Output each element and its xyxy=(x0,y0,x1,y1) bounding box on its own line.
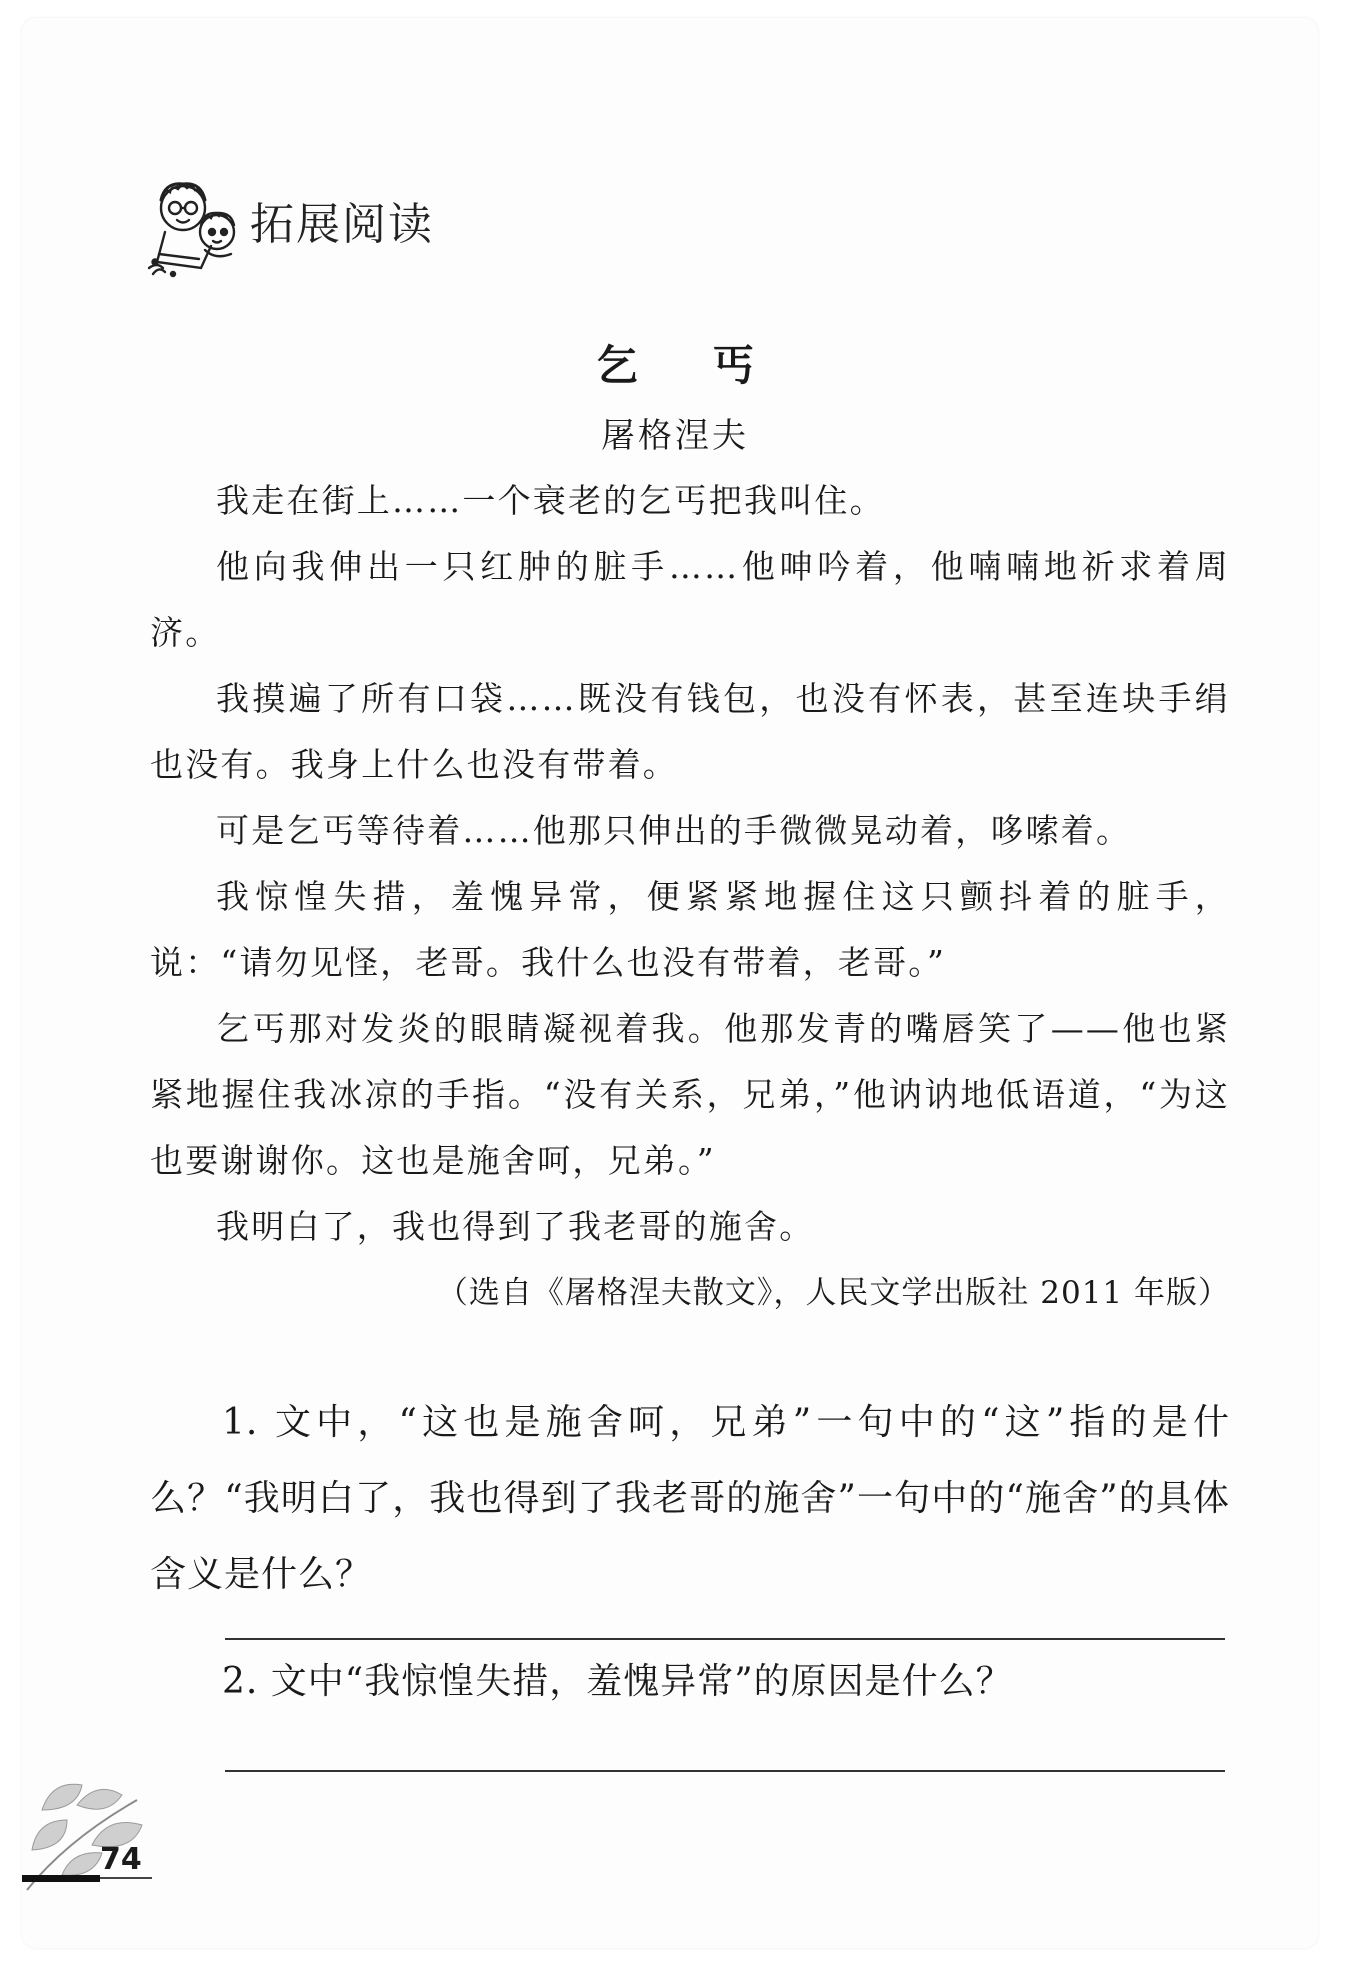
paragraph: 可是乞丐等待着……他那只伸出的手微微晃动着，哆嗦着。 xyxy=(216,811,1132,850)
section-title: 拓展阅读 xyxy=(250,199,434,250)
article-body xyxy=(150,468,1230,1326)
paragraph: 我摸遍了所有口袋……既没有钱包，也没有怀表，甚至连块手绢也没有。我身上什么也没有带着。 xyxy=(150,679,1230,784)
question-list xyxy=(150,1385,1230,1613)
article-source: （选自《屠格涅夫散文》，人民文学出版社 2011 年版） xyxy=(436,1275,1230,1311)
paragraph: 我走在街上……一个衰老的乞丐把我叫住。 xyxy=(216,481,885,520)
question-1: 1. 文中，“这也是施舍呵，兄弟”一句中的“这”指的是什么？“我明白了，我也得到了我老哥的施舍”一句中的“施舍”的具体含义是什么？ xyxy=(150,1402,1230,1595)
answer-line-1[interactable] xyxy=(225,1638,1225,1640)
question-2: 2. 文中“我惊惶失措，羞愧异常”的原因是什么？ xyxy=(222,1661,1013,1702)
paragraph: 他向我伸出一只红肿的脏手……他呻吟着，他喃喃地祈求着周济。 xyxy=(150,547,1230,652)
page-number-bar xyxy=(22,1875,100,1882)
page-number-rule xyxy=(100,1877,152,1879)
paragraph: 我明白了，我也得到了我老哥的施舍。 xyxy=(216,1207,815,1246)
article-author: 屠格涅夫 xyxy=(601,416,749,456)
page-number: 74 xyxy=(100,1842,142,1877)
question-list-2 xyxy=(150,1644,1230,1720)
answer-line-2[interactable] xyxy=(225,1770,1225,1772)
paragraph: 乞丐那对发炎的眼睛凝视着我。他那发青的嘴唇笑了——他也紧紧地握住我冰凉的手指。“没有关系，兄弟，”他讷讷地低语道，“为这也要谢谢你。这也是施舍呵，兄弟。” xyxy=(150,1009,1230,1180)
article-title: 乞 丐 xyxy=(595,341,785,390)
two-kids-reading-icon xyxy=(145,170,255,280)
paragraph: 我惊惶失措，羞愧异常，便紧紧地握住这只颤抖着的脏手，说：“请勿见怪，老哥。我什么也没有带着，老哥。” xyxy=(150,877,1230,982)
section-header xyxy=(145,160,475,280)
